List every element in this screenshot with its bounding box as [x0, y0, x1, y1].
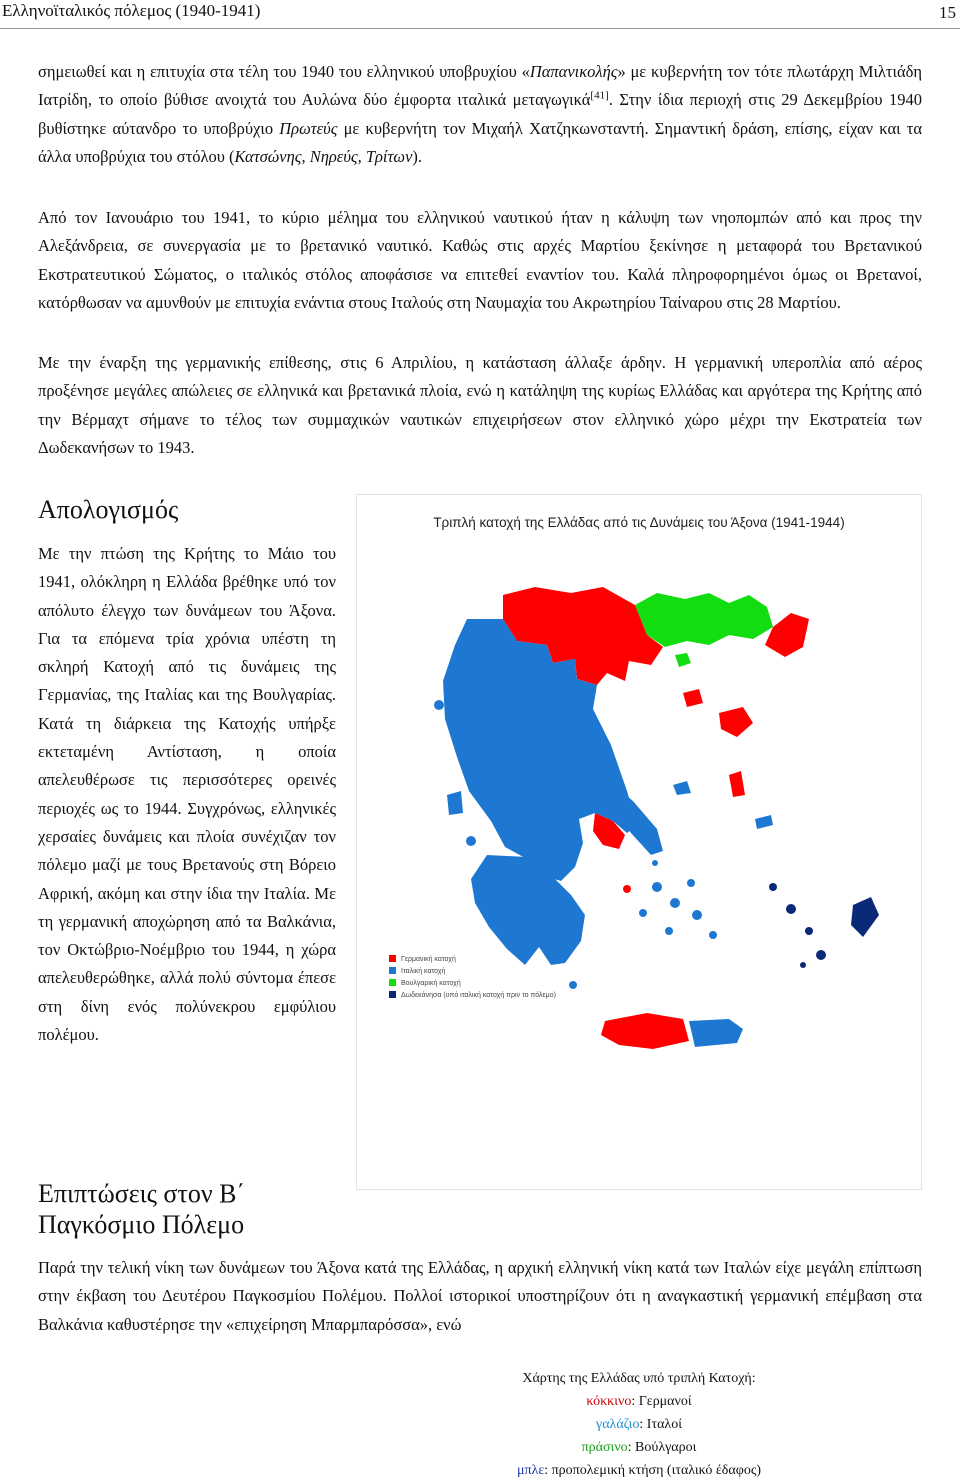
page-number: 15 [939, 3, 956, 22]
submarine-name: Πρωτεύς [279, 118, 338, 138]
map-island-cyclades [692, 910, 702, 920]
map-island-kythira [569, 981, 577, 989]
caption-text: : Βούλγαροι [627, 1440, 697, 1455]
map-island-zakynthos [466, 836, 476, 846]
map-island-lemnos [683, 689, 703, 707]
text-run: σημειωθεί και η επιτυχία στα τέλη του 1940 του ελληνικού υποβρυχίου « [38, 62, 530, 81]
caption-text: : προπολεμική κτήση (ιταλικό έδαφος) [544, 1463, 762, 1478]
submarine-names: Κατσώνης, Νηρεύς, Τρίτων [234, 147, 413, 167]
map-island-cyclades [709, 931, 717, 939]
color-word-red: κόκκινο [586, 1394, 632, 1409]
map-region-german-evros [765, 613, 809, 657]
caption-line-dodecanese [357, 1459, 921, 1482]
running-title: Ελληνοϊταλικός πόλεμος (1940-1941) [2, 1, 261, 20]
color-word-blue: μπλε [516, 1463, 545, 1478]
page-header [0, 0, 960, 26]
occupation-map [357, 495, 921, 1189]
submarine-name: Παπανικολής [529, 62, 618, 81]
section-heading-apologismos: Απολογισμός [38, 495, 179, 524]
map-title: Τριπλή κατοχή της Ελλάδας από τις Δυνάμεις του Άξονα (1941-1944) [433, 515, 845, 530]
caption-text: : Ιταλοί [639, 1417, 682, 1432]
legend-swatch-german [389, 955, 396, 962]
caption-text: : Γερμανοί [631, 1394, 692, 1409]
map-island-cyclades [665, 927, 673, 935]
text-run: . Στην ίδια περιοχή στις 29 Δεκεμβρίου 1940 βυθίστηκε αύτανδρο το υποβρύχιο [38, 90, 922, 138]
map-island-dodecanese [805, 927, 813, 935]
paragraph-submarines [38, 58, 922, 172]
map-caption [357, 1367, 921, 1482]
map-island-cyclades [639, 909, 647, 917]
paragraph-convoys: Από τον Ιανουάριο του 1941, το κύριο μέλημα του ελληνικού ναυτικού ήταν η κάλυψη των νηοπομπών από και προς την Αλεξάνδρεια, σε συνεργασία με το βρετανικό ναυτικό. Καθώς στις αρχές Μαρτίου ξεκίνησε η μεταφορά του Βρετανικού Εκστρατευτικού Σώματος, ο ιταλικός στόλος αποφάσισε να επιτεθεί εναντίον του. Καλά πληροφορημένοι όμως οι Βρετανοί, κατόρθωσαν να αμυνθούν με επιτυχία ενάντια στους Ιταλούς στη Ναυμαχία του Ακρωτηρίου Ταίναρου στις 28 Μαρτίου. [38, 208, 922, 313]
map-island-dodecanese [800, 962, 806, 968]
legend-german: Γερμανική κατοχή [401, 956, 456, 963]
legend-dodecanese: Δωδεκάνησα (υπό ιταλική κατοχή πριν το πόλεμο) [401, 992, 556, 999]
caption-line-italian [357, 1413, 921, 1436]
paragraph-impact: Παρά την τελική νίκη των δυνάμεων του Άξονα κατά της Ελλάδας, η αρχική ελληνική νίκη κατά των Ιταλών είχε μεγάλη επίπτωση στην έκβαση του Δευτέρου Παγκοσμίου Πολέμου. Πολλοί ιστορικοί υποστηρίζουν ότι η αναγκαστική γερμανική επέμβαση στα Βαλκάνια καθυστέρησε την «επιχείρηση Μπαρμπαρόσσα», ενώ [38, 1258, 922, 1334]
map-island-thasos [675, 653, 691, 667]
map-island-cyclades [652, 860, 658, 866]
caption-line-bulgarian [357, 1436, 921, 1459]
map-island-cyclades [652, 882, 662, 892]
map-island-corfu [434, 700, 444, 710]
map-island-milos [623, 885, 631, 893]
legend-italian: Ιταλική κατοχή [401, 968, 446, 975]
map-island-lesbos [719, 707, 753, 737]
caption-title: Χάρτης της Ελλάδας υπό τριπλή Κατοχή: [522, 1371, 756, 1386]
map-island-dodecanese [769, 883, 777, 891]
text-run: με κυβερνήτη τον Μιχαήλ Χατζηκωνσταντή. Σημαντική δράση, επίσης, είχαν και τα άλλα υποβρύχια του στόλου ( [38, 118, 922, 167]
color-word-light-blue: γαλάζιο [596, 1417, 640, 1432]
legend-bulgarian: Βουλγαρική κατοχή [401, 980, 461, 987]
color-word-green: πράσινο [581, 1440, 628, 1455]
map-island-cyclades [687, 879, 695, 887]
map-region-crete-german [601, 1013, 689, 1049]
map-island-skyros [673, 781, 691, 795]
map-island-chios [729, 771, 745, 797]
map-island-dodecanese [786, 904, 796, 914]
map-island-samos [755, 815, 773, 829]
map-island-kefalonia [447, 791, 463, 815]
section-heading-epiptoseis: Επιπτώσεις στον Β΄ Παγκόσμιο Πόλεμο [38, 1179, 246, 1239]
map-region-dodecanese-rhodes [851, 897, 879, 937]
text-run: ). [412, 147, 423, 167]
map-region-bulgarian [635, 593, 773, 647]
text-run: » με κυβερνήτη τον τότε πλωτάρχη Μιλτιάδη Ιατρίδη, το οποίο βύθισε ανοιχτά του Αυλώνα δύο έμφορτα ιταλικά μεταγωγικά [38, 62, 923, 110]
map-island-dodecanese [816, 950, 826, 960]
map-legend [389, 955, 556, 999]
paragraph-german-attack: Με την έναρξη της γερμανικής επίθεσης, στις 6 Απριλίου, η κατάσταση άλλαξε άρδην. Η γερμανική υπεροπλία από αέρος προξένησε μεγάλες απώλειες σε ελληνικά και βρετανικά πλοία, ενώ η κατάληψη της κυρίως Ελλάδας και αργότερα της Κρήτης από την Βέρμαχτ σήμανε το τέλος των συμμαχικών ναυτικών επιχειρήσεων στον ελληνικό χώρο μέχρι την Εκστρατεία των Δωδεκανήσων το 1943. [38, 353, 922, 458]
caption-line-german [357, 1390, 921, 1413]
map-island-cyclades [670, 898, 680, 908]
paragraph-apologismos: Με την πτώση της Κρήτης το Μάιο του 1941, ολόκληρη η Ελλάδα βρέθηκε υπό τον απόλυτο έλεγχο των δυνάμεων του Άξονα. Για τα επόμενα τρία χρόνια υπέστη τη σκληρή Κατοχή από τις δυνάμεις της Γερμανίας, της Ιταλίας και της Βουλγαρίας. Κατά τη διάρκεια της Κατοχής υπήρξε εκτεταμένη Αντίσταση, η οποία απελευθέρωσε τις περισσότερες ορεινές περιοχές ως το 1944. Συγχρόνως, ελληνικές χερσαίες δυνάμεις και πλοία συνέχιζαν τον πόλεμο μαζί με τους Βρετανούς στη Βόρειο Αφρική, ακόμη και στην ίδια την Ιταλία. Με τη γερμανική αποχώρηση από τα Βαλκάνια, τον Οκτώβριο-Νοέμβριο του 1944, η χώρα απελευθερώθηκε, αλλά πολύ σύντομα έπεσε στη δίνη ενός πολύνεκρου εμφύλιου πολέμου. [38, 544, 336, 1045]
legend-swatch-dodecanese [389, 991, 396, 998]
reference-link[interactable]: [41] [590, 89, 609, 102]
legend-swatch-bulgarian [389, 979, 396, 986]
legend-swatch-italian [389, 967, 396, 974]
map-region-crete-italian [689, 1019, 743, 1047]
header-rule [0, 28, 960, 29]
